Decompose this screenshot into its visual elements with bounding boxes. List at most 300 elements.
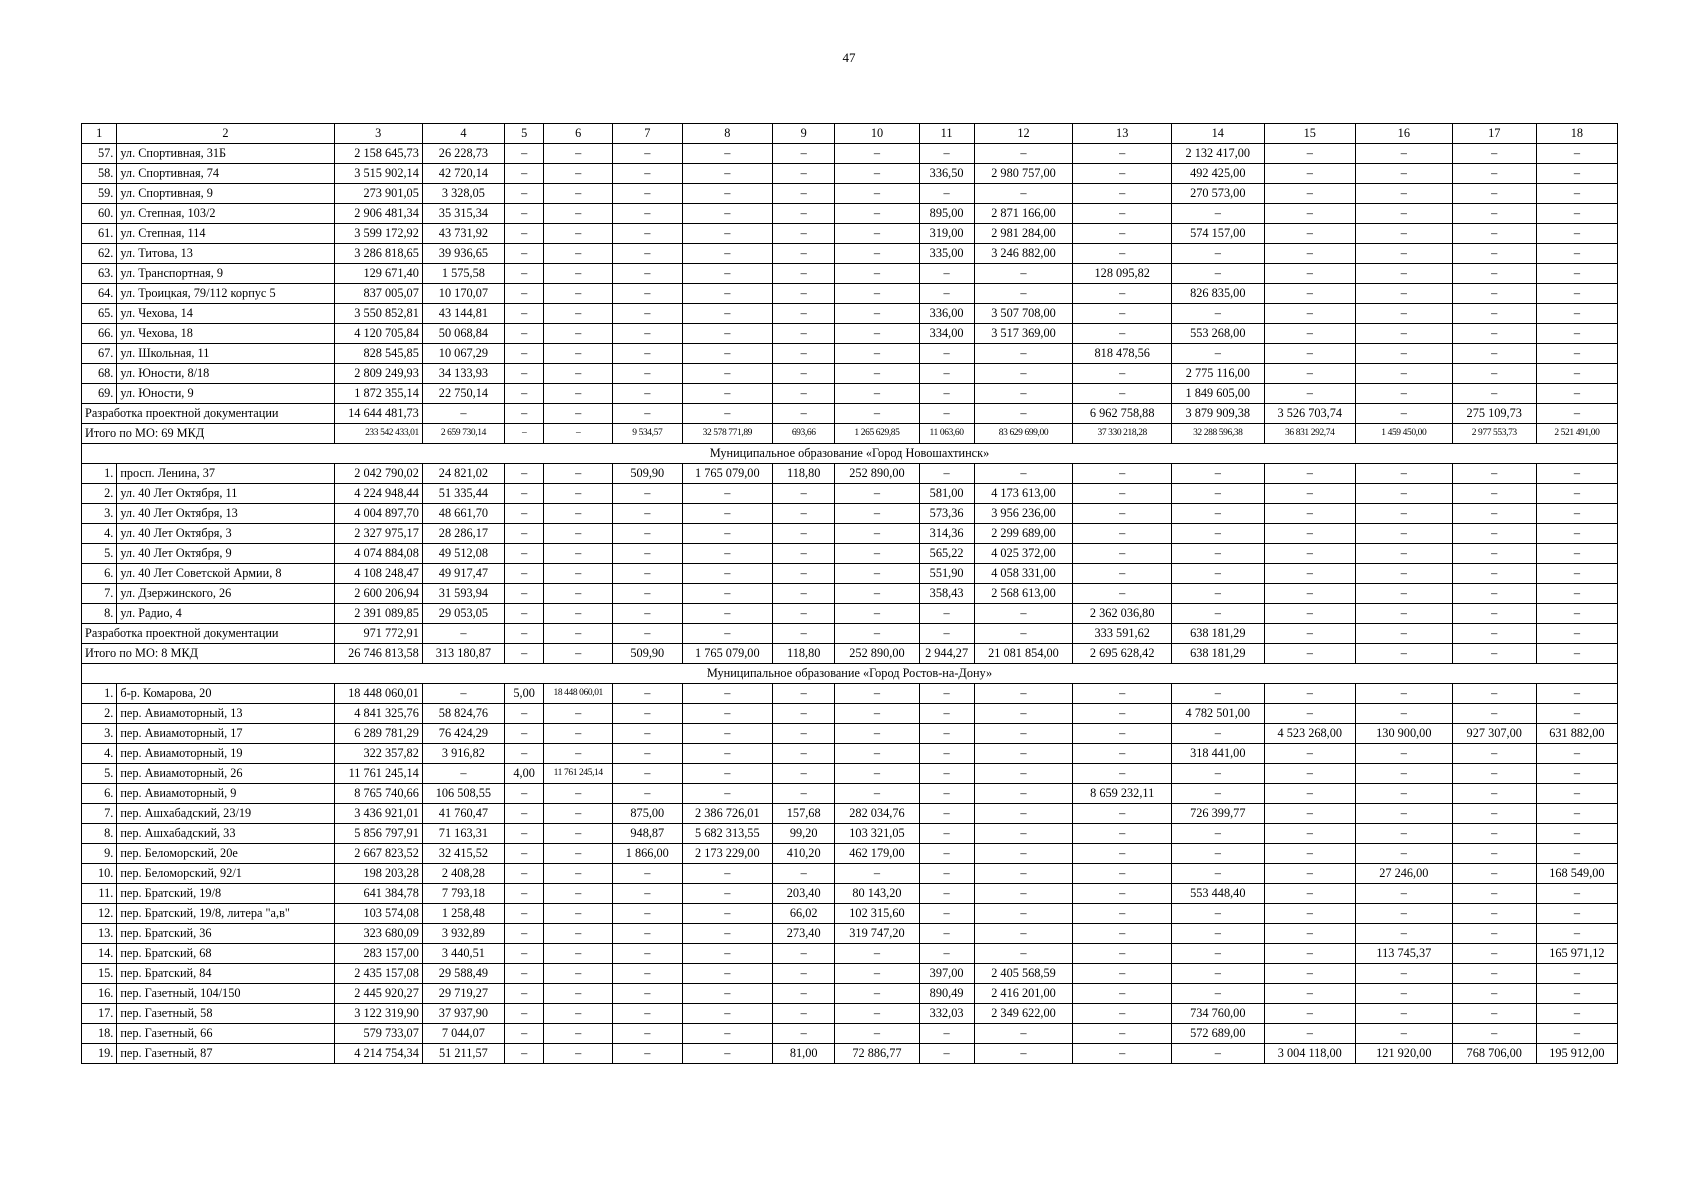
address-cell: ул. Троицкая, 79/112 корпус 5 (117, 284, 334, 304)
column-header: 10 (835, 124, 919, 144)
table-cell: 103 574,08 (334, 904, 422, 924)
table-cell: 6 962 758,88 (1073, 404, 1172, 424)
table-cell: – (1536, 924, 1617, 944)
table-cell: – (835, 564, 919, 584)
table-cell: – (974, 904, 1073, 924)
table-cell: – (1452, 584, 1536, 604)
table-cell: – (1536, 324, 1617, 344)
row-number: 59. (82, 184, 117, 204)
table-cell: – (1536, 964, 1617, 984)
table-cell: – (1073, 1024, 1172, 1044)
row-number: 12. (82, 904, 117, 924)
table-cell: – (1452, 144, 1536, 164)
table-cell: – (504, 704, 543, 724)
table-cell: 638 181,29 (1172, 644, 1264, 664)
table-cell: – (1536, 164, 1617, 184)
table-cell: 195 912,00 (1536, 1044, 1617, 1064)
table-cell: 29 588,49 (422, 964, 504, 984)
table-cell: – (613, 364, 683, 384)
address-cell: ул. Степная, 103/2 (117, 204, 334, 224)
table-cell: – (544, 1004, 613, 1024)
table-cell: – (835, 964, 919, 984)
table-cell: – (1264, 824, 1355, 844)
row-number: 65. (82, 304, 117, 324)
table-cell: – (773, 544, 835, 564)
table-cell: 3 328,05 (422, 184, 504, 204)
table-row (82, 284, 1618, 304)
address-cell: ул. Школьная, 11 (117, 344, 334, 364)
row-number: 3. (82, 724, 117, 744)
table-cell: 509,90 (613, 464, 683, 484)
row-label: Разработка проектной документации (82, 404, 335, 424)
table-cell: – (773, 1024, 835, 1044)
column-header: 7 (613, 124, 683, 144)
address-cell: б-р. Комарова, 20 (117, 684, 334, 704)
table-cell: 11 761 245,14 (544, 764, 613, 784)
table-cell: – (544, 504, 613, 524)
table-cell: 641 384,78 (334, 884, 422, 904)
table-cell: – (1356, 204, 1453, 224)
table-cell: 2 435 157,08 (334, 964, 422, 984)
table-cell: – (613, 344, 683, 364)
table-cell: – (1264, 964, 1355, 984)
table-cell: – (682, 884, 772, 904)
table-cell: – (1356, 464, 1453, 484)
table-cell: 2 132 417,00 (1172, 144, 1264, 164)
table-cell: 2 158 645,73 (334, 144, 422, 164)
table-cell: 121 920,00 (1356, 1044, 1453, 1064)
table-cell: 49 512,08 (422, 544, 504, 564)
table-cell: – (1356, 304, 1453, 324)
table-cell: 2 042 790,02 (334, 464, 422, 484)
table-cell: – (682, 1024, 772, 1044)
table-cell: – (504, 464, 543, 484)
table-cell: – (1356, 144, 1453, 164)
table-cell: 3 550 852,81 (334, 304, 422, 324)
table-cell: – (544, 804, 613, 824)
table-cell: – (1172, 604, 1264, 624)
table-cell: – (1073, 484, 1172, 504)
row-number: 15. (82, 964, 117, 984)
table-cell: – (613, 744, 683, 764)
table-cell: – (835, 704, 919, 724)
table-cell: – (1452, 264, 1536, 284)
table-cell: – (835, 204, 919, 224)
table-cell: 14 644 481,73 (334, 404, 422, 424)
table-cell: – (1536, 464, 1617, 484)
table-cell: – (974, 1044, 1073, 1064)
table-row (82, 964, 1618, 984)
table-cell: – (682, 404, 772, 424)
address-cell: ул. Юности, 8/18 (117, 364, 334, 384)
row-number: 4. (82, 524, 117, 544)
table-cell: – (1264, 904, 1355, 924)
table-cell: 3 916,82 (422, 744, 504, 764)
table-cell: – (919, 744, 974, 764)
table-cell: – (1172, 764, 1264, 784)
table-cell: – (1452, 604, 1536, 624)
table-cell: – (974, 744, 1073, 764)
table-cell: – (835, 604, 919, 624)
table-cell: – (1264, 644, 1355, 664)
table-cell: – (504, 964, 543, 984)
table-cell: – (919, 344, 974, 364)
table-cell: 113 745,37 (1356, 944, 1453, 964)
table-cell: – (544, 344, 613, 364)
table-cell: – (974, 764, 1073, 784)
table-cell: – (919, 184, 974, 204)
table-row (82, 484, 1618, 504)
table-cell: – (682, 704, 772, 724)
table-cell: – (1356, 564, 1453, 584)
table-cell: 34 133,93 (422, 364, 504, 384)
address-cell: пер. Беломорский, 92/1 (117, 864, 334, 884)
table-cell: – (1356, 244, 1453, 264)
table-cell: 129 671,40 (334, 264, 422, 284)
table-cell: – (919, 804, 974, 824)
table-cell: – (919, 364, 974, 384)
table-cell: 768 706,00 (1452, 1044, 1536, 1064)
table-cell: 80 143,20 (835, 884, 919, 904)
table-cell: – (1452, 464, 1536, 484)
table-cell: – (613, 284, 683, 304)
table-cell: 4 782 501,00 (1172, 704, 1264, 724)
table-cell: – (1536, 604, 1617, 624)
table-row (82, 504, 1618, 524)
row-number: 10. (82, 864, 117, 884)
table-cell: – (1356, 184, 1453, 204)
table-cell: – (613, 884, 683, 904)
table-cell: – (1356, 404, 1453, 424)
table-cell: 273 901,05 (334, 184, 422, 204)
table-cell: 818 478,56 (1073, 344, 1172, 364)
address-cell: ул. Спортивная, 31Б (117, 144, 334, 164)
table-cell: 118,80 (773, 644, 835, 664)
table-cell: – (544, 404, 613, 424)
table-cell: – (1356, 264, 1453, 284)
table-cell: – (504, 844, 543, 864)
table-cell: – (504, 164, 543, 184)
table-cell: – (1536, 524, 1617, 544)
row-number: 7. (82, 804, 117, 824)
table-cell: – (1452, 944, 1536, 964)
address-cell: пер. Братский, 68 (117, 944, 334, 964)
table-cell: 2 775 116,00 (1172, 364, 1264, 384)
table-cell: – (1356, 524, 1453, 544)
table-cell: 32 578 771,89 (682, 424, 772, 444)
table-cell: 1 872 355,14 (334, 384, 422, 404)
table-cell: – (1172, 524, 1264, 544)
table-cell: 4 841 325,76 (334, 704, 422, 724)
table-cell: – (773, 524, 835, 544)
table-cell: – (1452, 844, 1536, 864)
table-cell: – (1452, 704, 1536, 724)
table-cell: – (613, 604, 683, 624)
table-cell: 10 067,29 (422, 344, 504, 364)
table-cell: – (1536, 844, 1617, 864)
table-cell: – (773, 704, 835, 724)
table-cell: – (613, 164, 683, 184)
row-number: 68. (82, 364, 117, 384)
table-cell: 3 286 818,65 (334, 244, 422, 264)
table-row (82, 344, 1618, 364)
table-cell: – (919, 684, 974, 704)
table-cell: – (974, 864, 1073, 884)
table-cell: 37 330 218,28 (1073, 424, 1172, 444)
table-cell: 28 286,17 (422, 524, 504, 544)
table-cell: – (1264, 844, 1355, 864)
table-cell: 157,68 (773, 804, 835, 824)
table-cell: 4 523 268,00 (1264, 724, 1355, 744)
table-cell: – (544, 604, 613, 624)
address-cell: пер. Братский, 84 (117, 964, 334, 984)
table-cell: – (682, 204, 772, 224)
table-cell: 165 971,12 (1536, 944, 1617, 964)
table-cell: – (1264, 804, 1355, 824)
table-cell: – (544, 584, 613, 604)
table-cell: 39 936,65 (422, 244, 504, 264)
table-cell: 3 507 708,00 (974, 304, 1073, 324)
table-cell: – (682, 164, 772, 184)
table-cell: 43 731,92 (422, 224, 504, 244)
table-cell: – (974, 264, 1073, 284)
table-cell: – (1536, 364, 1617, 384)
table-cell: 283 157,00 (334, 944, 422, 964)
table-cell: – (1264, 524, 1355, 544)
table-cell: 2 906 481,34 (334, 204, 422, 224)
table-cell: – (504, 744, 543, 764)
table-cell: – (1536, 544, 1617, 564)
table-cell: 5,00 (504, 684, 543, 704)
table-cell: – (1356, 1024, 1453, 1044)
table-cell: – (504, 504, 543, 524)
table-cell: – (773, 204, 835, 224)
table-cell: – (682, 744, 772, 764)
table-cell: – (1536, 304, 1617, 324)
table-cell: – (1172, 504, 1264, 524)
table-cell: – (504, 284, 543, 304)
table-cell: 198 203,28 (334, 864, 422, 884)
table-cell: 21 081 854,00 (974, 644, 1073, 664)
table-cell: – (919, 624, 974, 644)
table-cell: – (1356, 644, 1453, 664)
table-cell: – (974, 824, 1073, 844)
table-cell: – (1172, 584, 1264, 604)
table-cell: – (504, 804, 543, 824)
table-cell: 11 761 245,14 (334, 764, 422, 784)
data-table (81, 123, 1618, 1064)
table-cell: 462 179,00 (835, 844, 919, 864)
section-title: Муниципальное образование «Город Новошахтинск» (82, 444, 1618, 464)
table-cell: – (1536, 764, 1617, 784)
table-cell: – (773, 144, 835, 164)
table-row (82, 204, 1618, 224)
table-cell: – (504, 264, 543, 284)
table-cell: 9 534,57 (613, 424, 683, 444)
column-header: 4 (422, 124, 504, 144)
table-cell: – (1536, 824, 1617, 844)
row-number: 1. (82, 464, 117, 484)
table-cell: – (1172, 864, 1264, 884)
table-cell: – (919, 864, 974, 884)
table-cell: 3 932,89 (422, 924, 504, 944)
table-cell: – (974, 384, 1073, 404)
column-header: 5 (504, 124, 543, 144)
table-cell: 31 593,94 (422, 584, 504, 604)
table-cell: – (1452, 364, 1536, 384)
table-cell: – (544, 724, 613, 744)
table-cell: – (835, 1004, 919, 1024)
table-cell: – (1536, 624, 1617, 644)
table-cell: – (504, 584, 543, 604)
table-cell: – (919, 1044, 974, 1064)
address-cell: ул. Дзержинского, 26 (117, 584, 334, 604)
table-cell: – (682, 624, 772, 644)
table-cell: – (919, 764, 974, 784)
table-cell: – (1264, 324, 1355, 344)
table-cell: – (544, 964, 613, 984)
column-header: 8 (682, 124, 772, 144)
table-cell: – (1536, 204, 1617, 224)
address-cell: пер. Газетный, 104/150 (117, 984, 334, 1004)
table-cell: – (682, 1004, 772, 1024)
table-cell: – (1264, 564, 1355, 584)
address-cell: ул. Степная, 114 (117, 224, 334, 244)
table-cell: 81,00 (773, 1044, 835, 1064)
row-number: 3. (82, 504, 117, 524)
table-cell: – (1172, 684, 1264, 704)
table-cell: – (1073, 204, 1172, 224)
column-header: 14 (1172, 124, 1264, 144)
table-cell: – (1536, 244, 1617, 264)
table-cell: – (1356, 224, 1453, 244)
table-cell: – (1356, 964, 1453, 984)
table-cell: 3 246 882,00 (974, 244, 1073, 264)
table-cell: – (613, 624, 683, 644)
table-cell: – (1264, 584, 1355, 604)
table-cell: – (835, 304, 919, 324)
table-cell: 66,02 (773, 904, 835, 924)
table-cell: – (682, 224, 772, 244)
table-cell: 334,00 (919, 324, 974, 344)
table-cell: – (613, 324, 683, 344)
table-cell: 8 659 232,11 (1073, 784, 1172, 804)
table-cell: – (1536, 804, 1617, 824)
table-cell: – (773, 984, 835, 1004)
table-cell: – (682, 904, 772, 924)
table-cell: – (504, 204, 543, 224)
row-number: 18. (82, 1024, 117, 1044)
table-cell: – (835, 504, 919, 524)
table-cell: – (682, 184, 772, 204)
table-cell: 2 521 491,00 (1536, 424, 1617, 444)
table-row (82, 324, 1618, 344)
table-cell: – (1073, 324, 1172, 344)
table-cell: – (544, 204, 613, 224)
table-cell: – (1172, 944, 1264, 964)
table-cell: 41 760,47 (422, 804, 504, 824)
table-cell: – (682, 284, 772, 304)
table-cell: 32 415,52 (422, 844, 504, 864)
table-cell: – (544, 524, 613, 544)
row-number: 58. (82, 164, 117, 184)
table-cell: – (1073, 1044, 1172, 1064)
table-cell: – (504, 524, 543, 544)
table-cell: – (919, 944, 974, 964)
table-cell: – (1264, 244, 1355, 264)
table-cell: 18 448 060,01 (544, 684, 613, 704)
table-cell: – (504, 184, 543, 204)
table-cell: – (1536, 564, 1617, 584)
table-cell: – (504, 424, 543, 444)
address-cell: пер. Авиамоторный, 19 (117, 744, 334, 764)
table-cell: – (974, 144, 1073, 164)
table-cell: – (1172, 304, 1264, 324)
table-cell: – (613, 904, 683, 924)
table-cell: 36 831 292,74 (1264, 424, 1355, 444)
column-header: 18 (1536, 124, 1617, 144)
table-cell: – (613, 1024, 683, 1044)
table-cell: – (1264, 384, 1355, 404)
table-cell: 726 399,77 (1172, 804, 1264, 824)
table-cell: – (835, 264, 919, 284)
table-cell: – (613, 384, 683, 404)
table-cell: – (919, 704, 974, 724)
table-cell: 233 542 433,01 (334, 424, 422, 444)
table-cell: 397,00 (919, 964, 974, 984)
table-cell: – (1264, 1004, 1355, 1024)
table-cell: – (613, 764, 683, 784)
table-cell: – (544, 884, 613, 904)
table-cell: – (974, 604, 1073, 624)
table-cell: – (682, 1044, 772, 1064)
table-cell: 273,40 (773, 924, 835, 944)
row-label: Разработка проектной документации (82, 624, 335, 644)
table-cell: – (835, 184, 919, 204)
table-cell: – (613, 484, 683, 504)
table-cell: 168 549,00 (1536, 864, 1617, 884)
table-cell: – (1073, 824, 1172, 844)
table-cell: – (1073, 964, 1172, 984)
table-row (82, 784, 1618, 804)
table-cell: – (1452, 984, 1536, 1004)
table-cell: – (1264, 204, 1355, 224)
table-cell: 7 044,07 (422, 1024, 504, 1044)
table-cell: – (1536, 884, 1617, 904)
column-header: 16 (1356, 124, 1453, 144)
address-cell: ул. 40 Лет Советской Армии, 8 (117, 564, 334, 584)
table-cell: 37 937,90 (422, 1004, 504, 1024)
address-cell: ул. Радио, 4 (117, 604, 334, 624)
table-cell: – (1264, 624, 1355, 644)
table-cell: – (1356, 484, 1453, 504)
table-cell: – (835, 164, 919, 184)
table-cell: – (1536, 704, 1617, 724)
table-cell: – (1172, 244, 1264, 264)
table-cell: 1 575,58 (422, 264, 504, 284)
table-row (82, 524, 1618, 544)
table-cell: – (682, 944, 772, 964)
table-cell: – (613, 524, 683, 544)
design-docs-row (82, 624, 1618, 644)
address-cell: пер. Авиамоторный, 17 (117, 724, 334, 744)
table-cell: – (1536, 224, 1617, 244)
table-row (82, 164, 1618, 184)
table-cell: – (422, 764, 504, 784)
table-cell: – (1536, 144, 1617, 164)
table-cell: 1 265 629,85 (835, 424, 919, 444)
row-number: 69. (82, 384, 117, 404)
